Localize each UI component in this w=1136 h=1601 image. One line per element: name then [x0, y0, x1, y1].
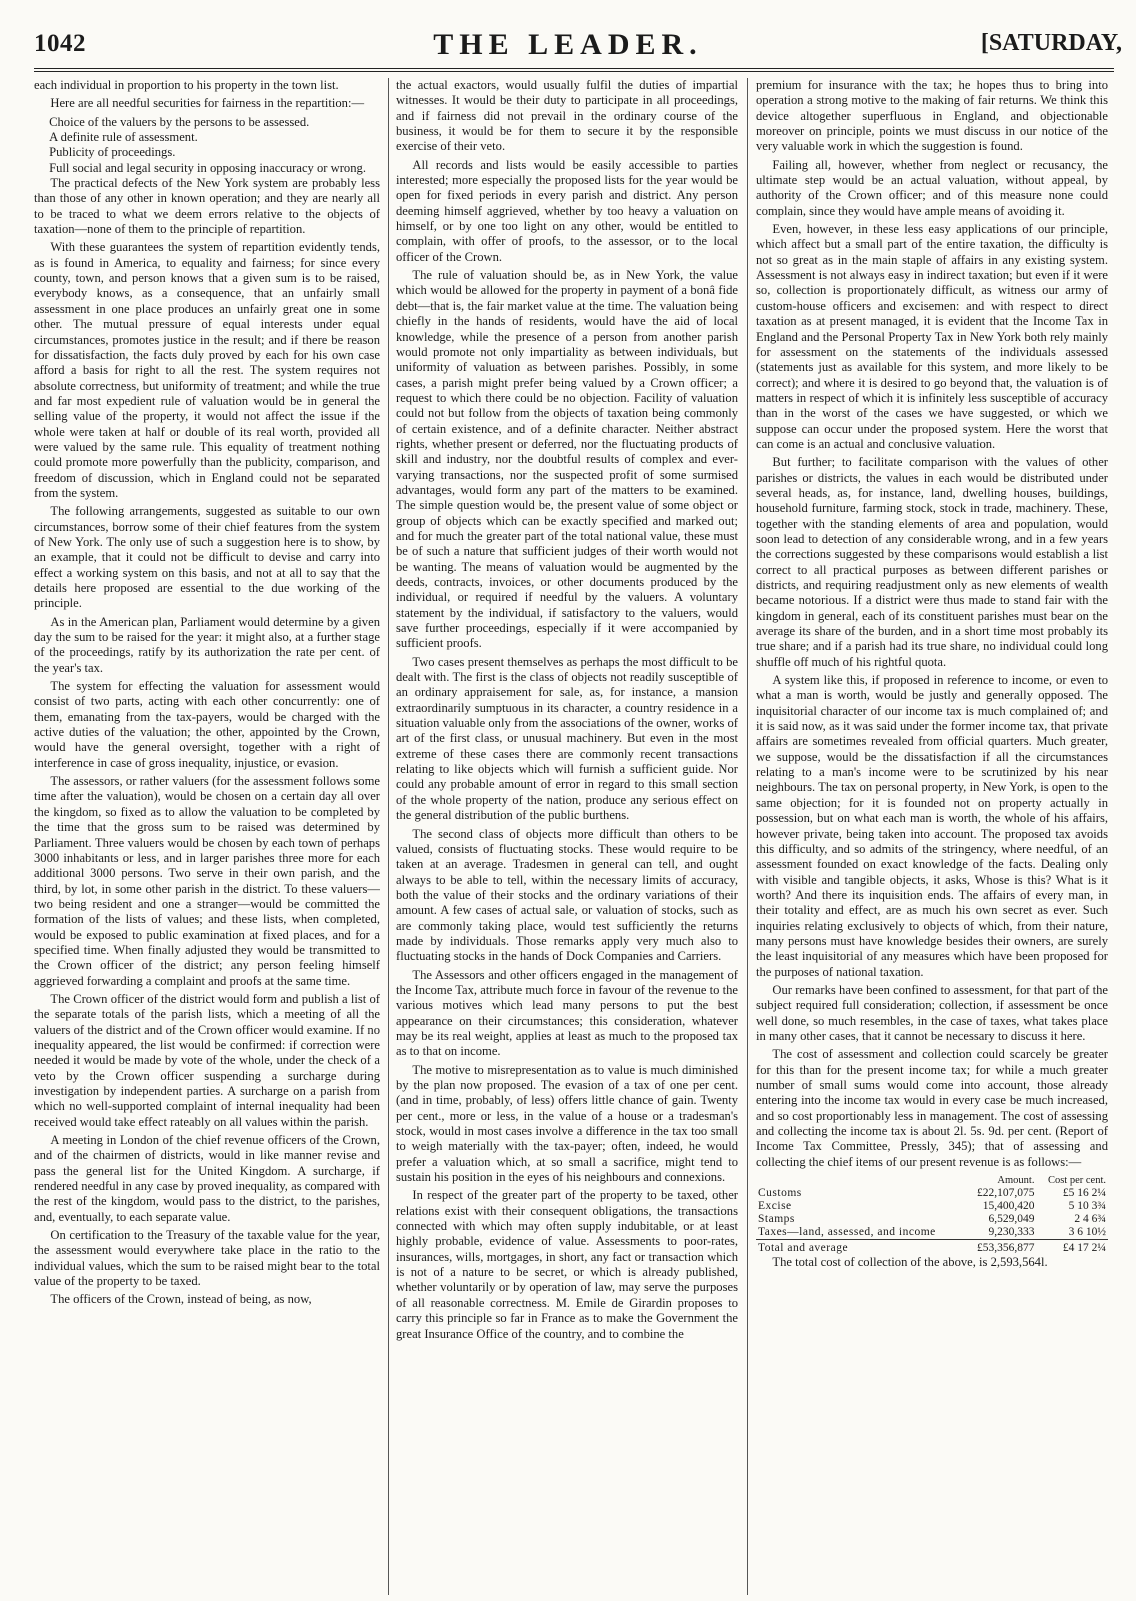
table-row — [756, 1200, 1108, 1213]
paragraph: Publicity of proceedings. — [49, 145, 176, 160]
revenue-item: Excise — [758, 1200, 792, 1213]
revenue-amount: 6,529,049 — [988, 1213, 1035, 1226]
revenue-item: Taxes—land, assessed, and income — [758, 1226, 936, 1239]
paragraph: Full social and legal security in opposing inaccuracy or wrong. — [49, 160, 366, 175]
page-number: 1042 — [34, 30, 86, 57]
paragraph: Choice of the valuers by the persons to be assessed. — [49, 114, 310, 129]
paragraph: The cost of assessment and collection could scarcely be greater for this than for the present income tax; for while a much greater number of small sums would come into account, those already entering into the income tax would in every case be much increased, and so cost proportionably less in management. The cost of assessing and collecting the income tax is about 2l. 5s. 9d. per cent. (Report of Income Tax Committee, Pressly, 345); that of assessing and collecting the chief items of our present revenue is as follows:— — [756, 1047, 1108, 1169]
paragraph: The motive to misrepresentation as to value is much diminished by the plan now proposed. The evasion of a tax of one per cent. (and in time, probably, of less) offers little chance of gain. Twenty per cent., more or less, in the value of a house or a tradesman's stock, would in most cases involve a difference in the tax too small to weigh materially with the tax-payer; often, indeed, he would prefer a valuation which, at so small a sacrifice, might tend to sustain his position in the eyes of his neighbours and connexions. — [396, 1062, 738, 1185]
table-header-row — [756, 1174, 1108, 1187]
table-row — [756, 1226, 1108, 1240]
issue-day: [SATURDAY, — [980, 30, 1122, 56]
revenue-cost: 2 4 6¾ — [1074, 1213, 1106, 1226]
total-cost: £4 17 2¼ — [1036, 1240, 1108, 1256]
revenue-item: Customs — [758, 1187, 802, 1200]
revenue-amount: 9,230,333 — [988, 1226, 1035, 1239]
table-row — [756, 1187, 1108, 1200]
column-divider — [388, 78, 389, 1595]
cost-column-header: Cost per cent. — [1047, 1175, 1106, 1187]
page-header — [0, 30, 1136, 70]
paragraph: A meeting in London of the chief revenue officers of the Crown, and of the chairmen of districts, would in like manner revise and pass the general list for the United Kingdom. A surcharge, if rendered needful in any case by proved inequality, as compared with the rest of the kingdom, would pass to the district, to the parishes, and, eventually, to each separate value. — [34, 1133, 380, 1224]
total-label: Total and average — [756, 1240, 966, 1256]
revenue-table — [756, 1174, 1108, 1255]
total-amount: £53,356,877 — [966, 1240, 1037, 1256]
paragraph: With these guarantees the system of repartition evidently tends, as is found in America, to equality and fairness; for since every county, town, and person knows that a given sum is to be raised, everybody knows, as a consequence, that an unfairly small assessment in one place produces an unfairly great one in some other. The mutual pressure of equal interests under equal circumstances, promotes justice in the result; and if there be reason for dissatisfaction, the facts duly proved by each for his own case afford a basis for right to all the rest. The system requires not absolute correctness, but uniformity of treatment; and while the true and far most expedient rule of valuation would be in general the selling value of the property, it would not affect the issue if the whole were taken at half or double of its real worth, provided all were valued by the same rule. This equality of treatment nothing could promote more powerfully than the publicity, comparison, and freedom of discussion, which in England could not be separated from the system. — [34, 240, 380, 500]
revenue-amount: £22,107,075 — [976, 1187, 1035, 1200]
masthead-title: THE LEADER. — [433, 28, 703, 61]
paragraph: The rule of valuation should be, as in New York, the value which would be allowed for the property in payment of a bonâ fide debt—that is, the fair market value at the time. The valuation being chiefly in the hands of residents, would have the aid of local knowledge, while the presence of a person from another parish would promote not only impartiality as between individuals, but uniformity of valuation as between parishes. Possibly, in some cases, a parish might prefer being valued by a Crown officer; a request to which there could be no objection. Facility of valuation could not but follow from the objects of taxation being commonly of certain existence, and of a definite character. Neither abstract rights, whether present or deferred, nor the fluctuating products of skill and industry, nor the doubtful results of complex and ever-varying transactions, nor the suspected profit of some surmised advantages, would form any part of the matters to be examined. The simple question would be, the present value of some object or group of objects which can be exactly specified and marked out; and for much the greater part of the total national value, these must be of such a nature that sufficient judges of their worth would not be wanting. The means of valuation would be augmented by the deeds, contracts, invoices, or other documents produced by the individual, or required if needful by the valuers. A voluntary statement by the individual, if satisfactory to the valuers, would save further proceedings, especially if it were accompanied by sufficient proofs. — [396, 268, 738, 651]
revenue-cost: £5 16 2¼ — [1062, 1187, 1106, 1200]
paragraph: Our remarks have been confined to assessment, for that part of the subject required full consideration; collection, if assessment be once well done, so much resembles, in the case of taxes, what takes place in many other cases, that it cannot be necessary to discuss it here. — [756, 982, 1108, 1043]
paragraph: The assessors, or rather valuers (for the assessment follows some time after the valuation), would be chosen on a certain day all over the kingdom, so fixed as to allow the valuation to be completed by the time that the gross sum to be raised was determined by Parliament. Three valuers would be chosen by each town of perhaps 3000 inhabitants or less, and in larger parishes three more for each additional 3000 persons. Two serve in their own parish, and the third, by lot, in some other parish in the district. To these valuers—two being resident and one a stranger—would be committed the formation of the lists of values; and these lists, when completed, would be exposed to public examination at fixed places, and for a specified time. When finally adjusted they would be transmitted to the Crown officer of the district; any person feeling himself aggrieved forwarding a complaint and proofs at the same time. — [34, 774, 380, 988]
paragraph: The second class of objects more difficult than others to be valued, consists of fluctuating stocks. These would require to be taken at an average. Tradesmen in general can tell, and ought always to be able to tell, within the necessary limits of accuracy, both the value of their stocks and the ordinary variations of their amount. A few cases of actual sale, or valuation of stocks, such as are commonly taking place, would test sufficiently the returns made by individuals. Those remarks apply very much also to fluctuating stocks in the hands of Dock Companies and Carriers. — [396, 826, 738, 964]
paragraph: Two cases present themselves as perhaps the most difficult to be dealt with. The first is the class of objects not readily susceptible of an ordinary appraisement for sale, as, for instance, a mansion extraordinarily sumptuous in its character, a country residence in a situation valuable only from the associations of the owner, works of art of the first class, or unusual machinery. But even in the most extreme of these cases there are commonly recent transactions relating to like objects which will furnish a sufficient guide. Nor could any probable amount of error in regard to this small section of the whole property of the nation, produce any serious effect on the general distribution of the public burthens. — [396, 654, 738, 823]
header-rule — [34, 68, 1114, 69]
paragraph: Failing all, however, whether from neglect or recusancy, the ultimate step would be an actual valuation, without appeal, by authority of the Crown officer; and of this measure none could complain, since they would have ample means of avoiding it. — [756, 157, 1108, 218]
paragraph: A definite rule of assessment. — [49, 130, 198, 145]
paragraph: On certification to the Treasury of the taxable value for the year, the assessment would everywhere take place in the ratio to the individual values, which the sum to be raised might bear to the total value of the property to be taxed. — [34, 1228, 380, 1289]
paragraph: All records and lists would be easily accessible to parties interested; more especially the proposed lists for the year would be open for fixed periods in every parish and district. Any person deeming himself aggrieved, whether by too heavy a valuation on himself, or by one too light on any other, would be entitled to complain, with offer of proofs, to the assessor, or to the local officer of the Crown. — [396, 157, 738, 264]
header-rule-thin — [34, 71, 1114, 72]
column-divider — [747, 78, 748, 1595]
paragraph: the actual exactors, would usually fulfil the duties of impartial witnesses. It would be their duty to participate in all proceedings, and if fairness did not prevail in the ordinary course of the business, it would be for them to secure it by the responsible exercise of their veto. — [396, 78, 738, 154]
text-column-right — [756, 78, 1108, 1597]
paragraph: The following arrangements, suggested as suitable to our own circumstances, borrow some of their chief features from the system of New York. The only use of such a suggestion here is to show, by an example, that it could not be difficult to devise and carry into effect a working system on this basis, and not at all to say that the details here proposed are essential to the due working of the principle. — [34, 504, 380, 611]
paragraph: The system for effecting the valuation for assessment would consist of two parts, acting with each other concurrently: one of them, emanating from the tax-payers, would be charged with the active duties of the valuation; the other, appointed by the Crown, would have the general oversight, together with a right of interference in case of gross inequality, injustice, or evasion. — [34, 679, 380, 770]
paragraph: premium for insurance with the tax; he hopes thus to bring into operation a strong motive to the making of fair returns. We think this device altogether superfluous in England, and objectionable moreover on principle, points we must discuss in our notice of the very valuable work in which the suggestion is found. — [756, 78, 1108, 154]
paragraph: The Assessors and other officers engaged in the management of the Income Tax, attribute much force in favour of the revenue to the various motives which lead many persons to put the best appearance on their circumstances; this consideration, whatever may be its real weight, applies at least as much to the proposed tax as to that on income. — [396, 967, 738, 1059]
closing-line: The total cost of collection of the above, is 2,593,564l. — [772, 1255, 1048, 1270]
paragraph: As in the American plan, Parliament would determine by a given day the sum to be raised for the year: it might also, at a further stage of the proceedings, ratify by its authorization the rate per cent. of the year's tax. — [34, 614, 380, 675]
table-total-row — [756, 1240, 1108, 1256]
text-column-left — [34, 78, 380, 1597]
paragraph: In respect of the greater part of the property to be taxed, other relations exist with their consequent obligations, the transactions connected with which may often supply indubitable, or at least highly probable, evidence of value. Assessments to poor-rates, insurances, wills, mortgages, in short, any fact or transaction which is not of a nature to be secret, or which is already published, whether voluntarily or by operation of law, may serve the purposes of all reasonable correctness. M. Emile de Girardin proposes to carry this principle so far in France as to make the Government the great Insurance Office of the country, and to combine the — [396, 1188, 738, 1341]
paragraph: each individual in proportion to his property in the town list. — [34, 78, 339, 92]
text-column-middle — [396, 78, 738, 1597]
amount-column-header: Amount. — [997, 1175, 1035, 1187]
table-row — [756, 1213, 1108, 1226]
paragraph: The practical defects of the New York system are probably less than those of any other in known operation; and they are nearly all to be traced to what we deem errors relative to the objects of taxation—none of them to the principle of repartition. — [34, 176, 380, 237]
revenue-cost: 3 6 10½ — [1068, 1226, 1106, 1239]
paragraph: The Crown officer of the district would form and publish a list of the separate totals of the parish lists, which a meeting of all the valuers of the district and of the Crown officer would examine. If no inequality appeared, the list would be confirmed: if correction were needed it would be made by vote of the whole, under the check of a veto by the Crown officer suspending a surcharge during investigation by independent parties. A surcharge on a parish from which no well-supported complaint of internal inequality had been received would take effect rateably on all values within the parish. — [34, 991, 380, 1129]
paragraph: Here are all needful securities for fairness in the repartition:— — [50, 96, 365, 111]
revenue-cost: 5 10 3¾ — [1068, 1200, 1106, 1213]
revenue-amount: 15,400,420 — [982, 1200, 1035, 1213]
column-body — [756, 78, 1108, 1170]
paragraph: But further; to facilitate comparison with the values of other parishes or districts, the values in each would be distributed under several heads, as, for instance, land, dwelling houses, buildings, household furniture, farming stock, stock in trade, machinery. These, together with the standing elements of area and population, would soon lead to detection of any considerable wrong, and in a few years the corrections suggested by these comparisons would establish a list correct to all practical purposes as between different parishes or districts, and requiring readjustment only as new elements of wealth became notorious. If a district were thus made to stand fair with the kingdom in general, each of its constituent parishes must bear on the average its share of the burden, and in a short time most probably its true share; and if a parish had its true share, no individual could long shuffle off much of his rightful quota. — [756, 455, 1108, 669]
paragraph: A system like this, if proposed in reference to income, or even to what a man is worth, would be justly and generally opposed. The inquisitorial character of our income tax is much complained of; and it is said now, as it was said under the former income tax, that private affairs are sometimes revealed from official quarters. Much greater, we suppose, would be the dissatisfaction if all the circumstances relating to a man's income were to be scrutinized by his near neighbours. The tax on personal property, in New York, is open to the same objection; for it is founded not on property actually in possession, but on what each man is worth, the whole of his affairs, however private, being taken into account. The proposed tax avoids this difficulty, and so admits of the stringency, where needful, of an assessment founded on exact knowledge of the facts. Dealing only with visible and tangible objects, it asks, Whose is this? What is it worth? And there its inquisition ends. The affairs of every man, in their totality and effect, are as much his own secret as ever. Such inquiries relating exclusively to objects of which, from their nature, many persons must have knowledge besides their owners, are surely the least inquisitorial of any measures which have been proposed for the purposes of national taxation. — [756, 673, 1108, 979]
paragraph: The officers of the Crown, instead of being, as now, — [50, 1292, 312, 1307]
paragraph: Even, however, in these less easy applications of our principle, which affect but a small part of the entire taxation, the difficulty is not so great as in the main staple of affairs in any existing system. Assessment is not always easy in indirect taxation; but even if it were so, collection is proportionately difficult, as witness our army of custom-house officers and excisemen: and with respect to direct taxation as at present managed, it is evident that the Income Tax in England and the Personal Property Tax in New York both rely mainly for assessment on the statements of the individuals assessed (statements just as available for this system, and more likely to be correct); and where it is desired to go beyond that, the valuation is of matters in respect of which it is infinitely less susceptible of accuracy than in the worst of the cases we have suggested, or which we suppose can occur under the proposed system. Here the worst that can come is an actual and conclusive valuation. — [756, 222, 1108, 451]
revenue-item: Stamps — [758, 1213, 795, 1226]
